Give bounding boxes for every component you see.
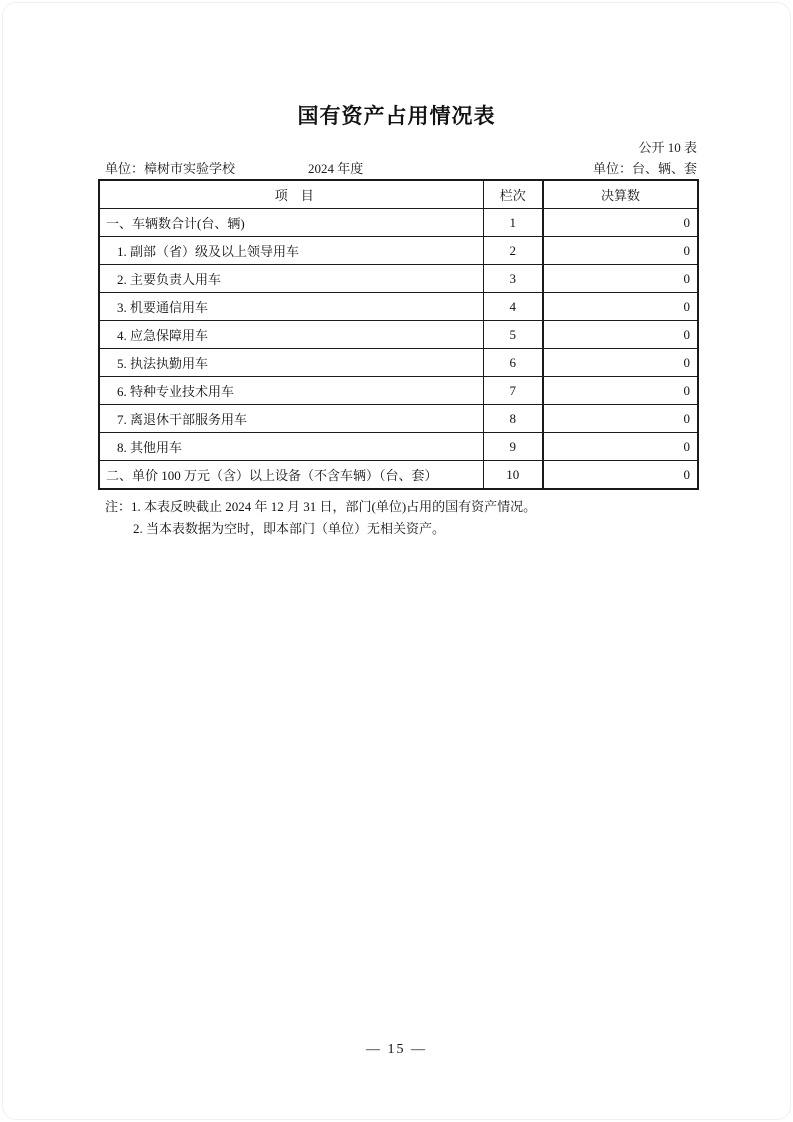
value-cell: 0: [543, 265, 698, 293]
measure-unit: 单位：台、辆、套: [592, 161, 697, 176]
header-column: 栏次: [483, 180, 543, 209]
column-index-cell: 9: [483, 433, 543, 461]
footnotes: [105, 496, 536, 540]
item-cell: 二、单价 100 万元（含）以上设备（不含车辆）（台、套）: [99, 461, 483, 490]
value-cell: 0: [543, 209, 698, 237]
table-row: [99, 293, 698, 321]
header-value: 决算数: [543, 180, 698, 209]
column-index-cell: 2: [483, 237, 543, 265]
table-row: [99, 461, 698, 490]
unit-name: 单位：樟树市实验学校: [105, 161, 236, 176]
item-cell: 7. 离退休干部服务用车: [99, 405, 483, 433]
table-row: [99, 377, 698, 405]
column-index-cell: 10: [483, 461, 543, 490]
column-index-cell: 8: [483, 405, 543, 433]
value-cell: 0: [543, 405, 698, 433]
item-cell: 5. 执法执勤用车: [99, 349, 483, 377]
item-cell: 3. 机要通信用车: [99, 293, 483, 321]
page-title: 国有资产占用情况表: [297, 105, 496, 128]
table-row: [99, 405, 698, 433]
page-number: — 15 —: [366, 1042, 427, 1057]
table-row: [99, 265, 698, 293]
column-index-cell: 3: [483, 265, 543, 293]
table-row: [99, 237, 698, 265]
column-index-cell: 6: [483, 349, 543, 377]
column-index-cell: 7: [483, 377, 543, 405]
item-cell: 4. 应急保障用车: [99, 321, 483, 349]
column-index-cell: 4: [483, 293, 543, 321]
item-cell: 一、车辆数合计(台、辆): [99, 209, 483, 237]
value-cell: 0: [543, 349, 698, 377]
fiscal-year: 2024 年度: [308, 161, 364, 176]
item-cell: 8. 其他用车: [99, 433, 483, 461]
table-row: [99, 321, 698, 349]
item-cell: 6. 特种专业技术用车: [99, 377, 483, 405]
column-index-cell: 1: [483, 209, 543, 237]
table-header-row: [99, 180, 698, 209]
item-cell: 1. 副部（省）级及以上领导用车: [99, 237, 483, 265]
table-row: [99, 433, 698, 461]
value-cell: 0: [543, 293, 698, 321]
table-row: [99, 349, 698, 377]
value-cell: 0: [543, 321, 698, 349]
value-cell: 0: [543, 461, 698, 490]
form-label: 公开 10 表: [638, 140, 697, 155]
note-line-2: 2. 当本表数据为空时，即本部门（单位）无相关资产。: [133, 521, 446, 536]
header-item: 项 目: [99, 180, 483, 209]
value-cell: 0: [543, 433, 698, 461]
note-line-1: 注：1. 本表反映截止 2024 年 12 月 31 日，部门(单位)占用的国有资产情况。: [105, 499, 537, 514]
asset-usage-table: [98, 179, 699, 490]
column-index-cell: 5: [483, 321, 543, 349]
item-cell: 2. 主要负责人用车: [99, 265, 483, 293]
value-cell: 0: [543, 237, 698, 265]
table-row: [99, 209, 698, 237]
meta-row: [98, 158, 697, 176]
value-cell: 0: [543, 377, 698, 405]
